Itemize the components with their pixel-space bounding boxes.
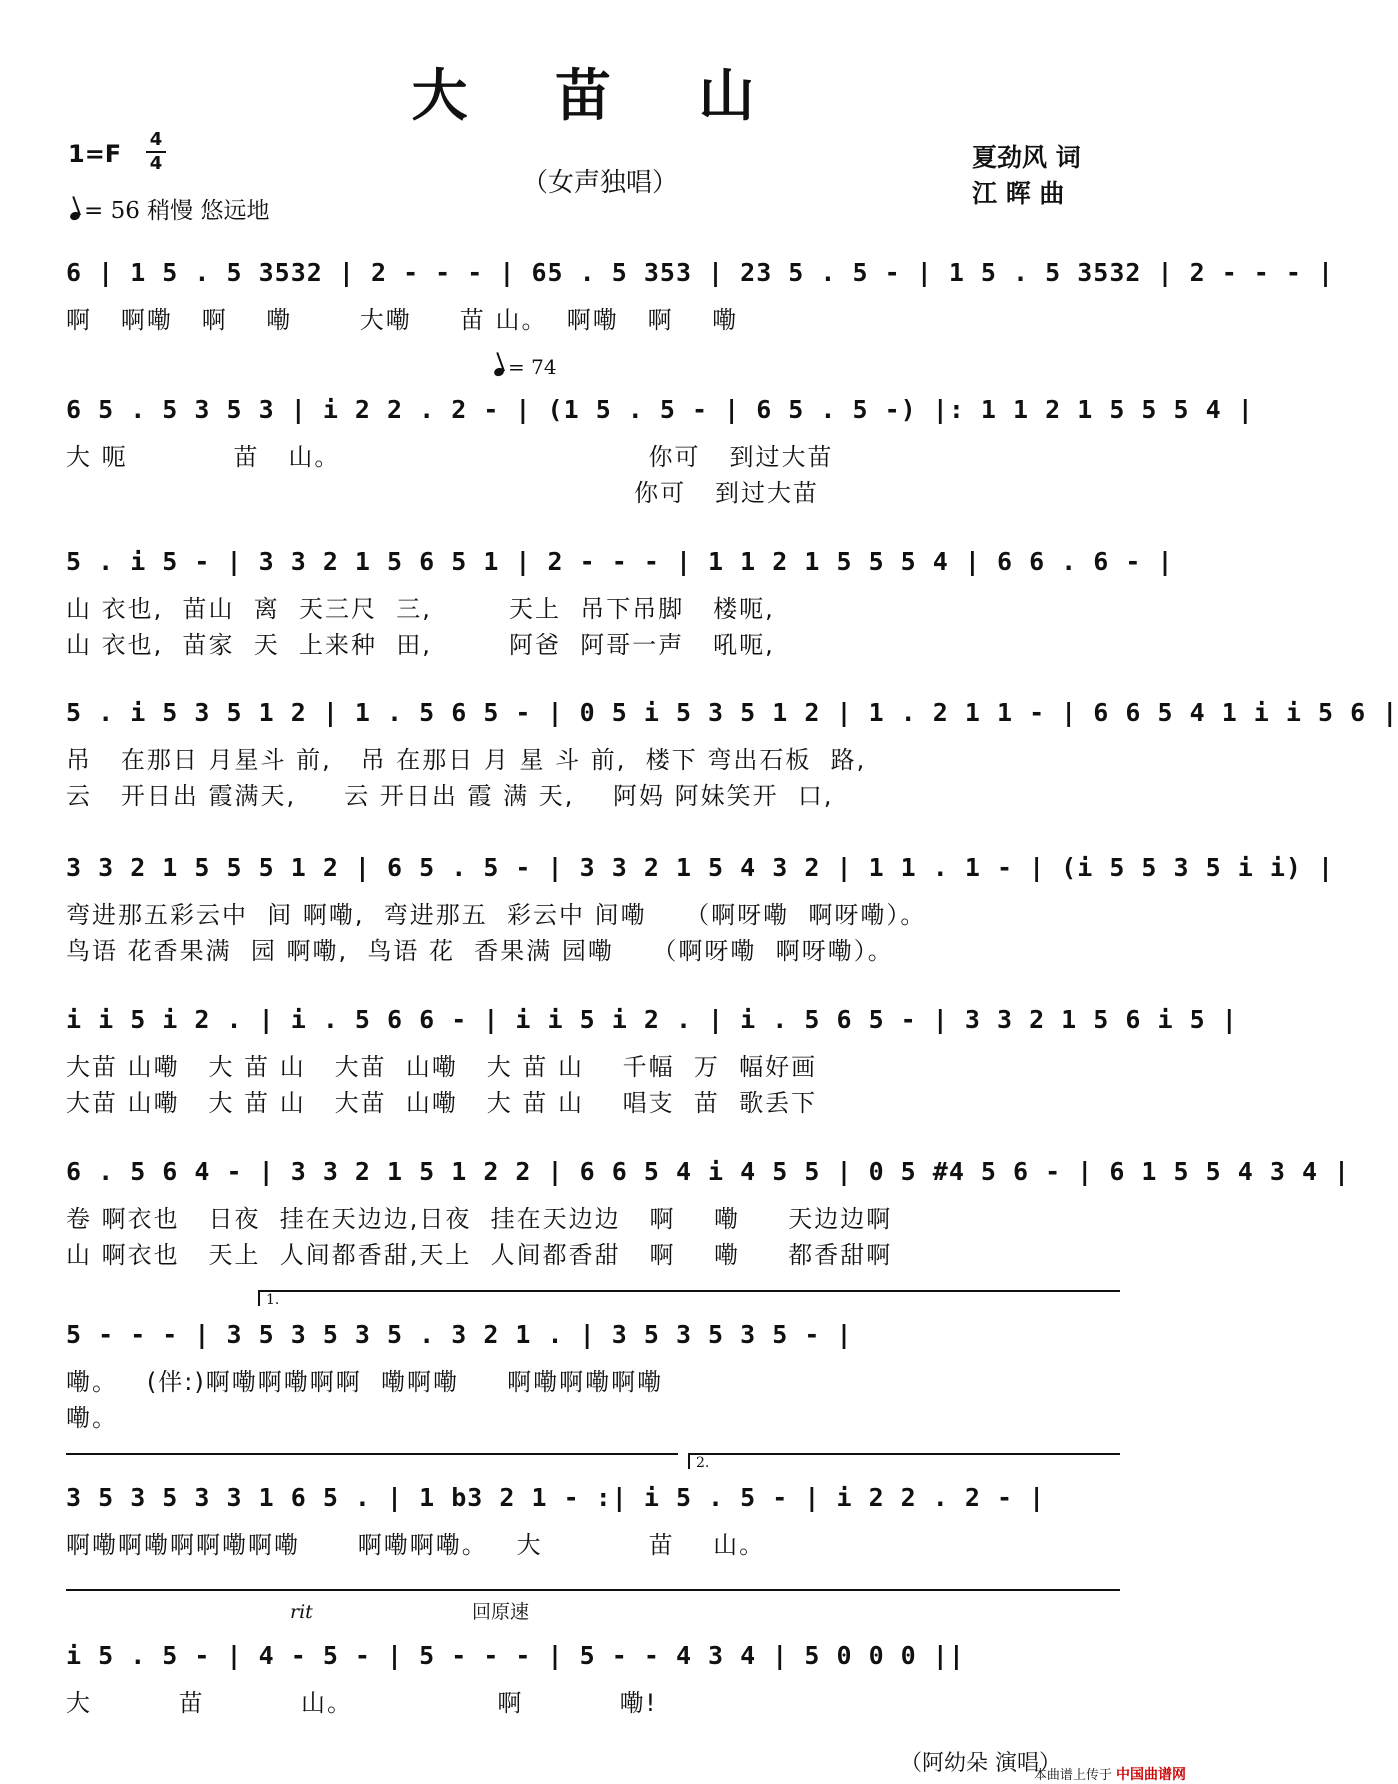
notation-line: i 5 . 5 - | 4 - 5 - | 5 - - - | 5 - - 4 3 4 | 5 0 0 0 || (66, 1641, 965, 1670)
notation-line: 6 5 . 5 3 5 3 | i 2 2 . 2 - | (1 5 . 5 - | 6 5 . 5 -) |: 1 1 2 1 5 5 5 4 | (66, 395, 1254, 424)
rit-marking: rit (290, 1601, 313, 1623)
tempo-change: = 74 (494, 355, 557, 379)
lyric-line: 吊 在那日 月星斗 前, 吊 在那日 月 星 斗 前, 楼下 弯出石板 路, (66, 746, 867, 774)
lyric-line: 大 苗 山。 啊 嘞! (66, 1689, 658, 1717)
lyric-line: 你可 到过大苗 (66, 479, 819, 507)
notation-line: 5 . i 5 3 5 1 2 | 1 . 5 6 5 - | 0 5 i 5 3 5 1 2 | 1 . 2 1 1 - | 6 6 5 4 1 i i 5 6 | (66, 698, 1398, 727)
notation-line: 3 3 2 1 5 5 5 1 2 | 6 5 . 5 - | 3 3 2 1 5 4 3 2 | 1 1 . 1 - | (i 5 5 3 5 i i) | (66, 853, 1335, 882)
lyric-line: 鸟语 花香果满 园 啊嘞, 鸟语 花 香果满 园嘞 （啊呀嘞 啊呀嘞）。 (66, 937, 894, 965)
page-title: 大 苗 山 (411, 64, 789, 129)
a-tempo-marking: 回原速 (472, 1601, 530, 1623)
lyric-line: 弯进那五彩云中 间 啊嘞, 弯进那五 彩云中 间嘞 （啊呀嘞 啊呀嘞）。 (66, 901, 927, 929)
lyric-line: 大苗 山嘞 大 苗 山 大苗 山嘞 大 苗 山 千幅 万 幅好画 (66, 1053, 818, 1081)
time-signature-top: 4 (149, 129, 163, 150)
key-signature: 1=F (68, 140, 122, 168)
composer: 江 晖 曲 (972, 179, 1065, 208)
lyric-line: 山 衣也, 苗家 天 上来种 田, 阿爸 阿哥一声 吼呃, (66, 631, 775, 659)
lyric-line: 云 开日出 霞满天, 云 开日出 霞 满 天, 阿妈 阿妹笑开 口, (66, 782, 834, 810)
tempo-marking (70, 192, 269, 225)
performer-credit: （阿幼朵 演唱） (900, 1751, 1061, 1776)
volta-number: 1. (266, 1292, 280, 1308)
lyric-line: 山 啊衣也 天上 人间都香甜,天上 人间都香甜 啊 嘞 都香甜啊 (66, 1241, 893, 1269)
volta-bracket (258, 1290, 1120, 1292)
volta-number: 2. (696, 1455, 710, 1471)
tempo-text: = 56 稍慢 悠远地 (84, 198, 270, 224)
footer-watermark (1034, 1764, 1186, 1784)
notation-line: 5 . i 5 - | 3 3 2 1 5 6 5 1 | 2 - - - | 1 1 2 1 5 5 5 4 | 6 6 . 6 - | (66, 547, 1174, 576)
lyric-line: 啊 啊嘞 啊 嘞 大嘞 苗 山。 啊嘞 啊 嘞 (66, 306, 739, 334)
notation-line: 5 - - - | 3 5 3 5 3 5 . 3 2 1 . | 3 5 3 5 3 5 - | (66, 1320, 853, 1349)
first-ending-bracket (66, 1453, 678, 1455)
site-logo[interactable]: 中国曲谱网 (1116, 1767, 1186, 1783)
notation-line: 3 5 3 5 3 3 1 6 5 . | 1 b3 2 1 - :| i 5 . 5 - | i 2 2 . 2 - | (66, 1483, 1046, 1512)
subtitle: （女声独唱） (521, 168, 678, 198)
second-ending-bracket (66, 1589, 1120, 1591)
lyric-line: 嘞。 (伴:)啊嘞啊嘞啊啊 嘞啊嘞 啊嘞啊嘞啊嘞 (66, 1368, 664, 1396)
lyricist: 夏劲风 词 (972, 143, 1081, 172)
notation-line: 6 | 1 5 . 5 3532 | 2 - - - | 65 . 5 353 | 23 5 . 5 - | 1 5 . 5 3532 | 2 - - - | (66, 258, 1335, 287)
notation-line: i i 5 i 2 . | i . 5 6 6 - | i i 5 i 2 . | i . 5 6 5 - | 3 3 2 1 5 6 i 5 | (66, 1005, 1238, 1034)
notation-line: 6 . 5 6 4 - | 3 3 2 1 5 1 2 2 | 6 6 5 4 i 4 5 5 | 0 5 #4 5 6 - | 6 1 5 5 4 3 4 | (66, 1157, 1351, 1186)
lyric-line: 大 呃 苗 山。 你可 到过大苗 (66, 443, 834, 471)
quarter-note-icon (69, 211, 81, 222)
footer-text: 本曲谱上传于 (1033, 1768, 1112, 1783)
credits (972, 140, 1081, 212)
lyric-line: 啊嘞啊嘞啊啊嘞啊嘞 啊嘞啊嘞。 大 苗 山。 (66, 1531, 766, 1559)
quarter-note-icon (493, 367, 505, 378)
lyric-line: 嘞。 (66, 1404, 118, 1432)
time-signature-bottom: 4 (149, 153, 163, 174)
lyric-line: 卷 啊衣也 日夜 挂在天边边,日夜 挂在天边边 啊 嘞 天边边啊 (66, 1205, 893, 1233)
lyric-line: 大苗 山嘞 大 苗 山 大苗 山嘞 大 苗 山 唱支 苗 歌丢下 (66, 1089, 818, 1117)
lyric-line: 山 衣也, 苗山 离 天三尺 三, 天上 吊下吊脚 楼呃, (66, 595, 775, 623)
volta-bracket (688, 1453, 1120, 1455)
